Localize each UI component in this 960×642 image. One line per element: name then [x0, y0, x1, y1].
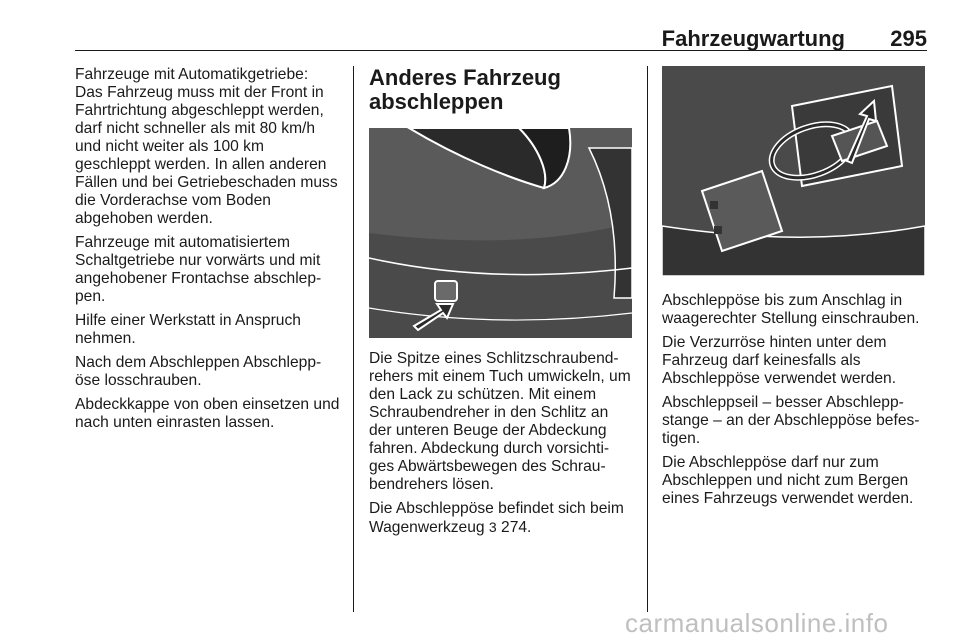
paragraph: Abschleppseil – besser Abschlepp-stange – an der Abschleppöse befes-tigen. — [662, 394, 920, 447]
paragraph: Die Abschleppöse darf nur zum Abschleppen und nicht zum Bergen eines Fahrzeugs verwendet werden. — [662, 454, 914, 507]
paragraph-text: Die Abschleppöse befindet sich beim Wagenwerkzeug — [369, 500, 624, 536]
page-reference-icon: 3 — [488, 519, 497, 535]
paragraph: Fahrzeuge mit Automatikgetriebe: Das Fahrzeug muss mit der Front in Fahrtrichtung abgeschleppt werden, darf nicht schneller als mit 80 km/h und nicht weiter als 100 km geschleppt werden. In allen anderen Fällen und bei Getriebeschaden muss die Vorderachse vom Boden abgehoben werden. — [75, 66, 338, 227]
paragraph: Abschleppöse bis zum Anschlag in waagerechter Stellung einschrauben. — [662, 292, 920, 327]
column-left — [75, 66, 340, 438]
paragraph: Abdeckkappe von oben einsetzen und nach unten einrasten lassen. — [75, 396, 340, 431]
page-header — [75, 24, 927, 51]
towing-eye-illustration — [662, 66, 925, 276]
column-divider — [353, 66, 354, 612]
paragraph: Hilfe einer Werkstatt in Anspruch nehmen. — [75, 312, 301, 347]
page-number: 295 — [890, 26, 927, 51]
paragraph: Fahrzeuge mit automatisiertem Schaltgetriebe nur vorwärts und mit angehobener Frontachse abschlep-pen. — [75, 234, 322, 305]
paragraph: Die Spitze eines Schlitzschraubend-rehers mit einem Tuch umwickeln, um den Lack zu schützen. Mit einem Schraubendreher in den Schlitz an der unteren Beuge der Abdeckung fahren. Abdeckung durch vorsichti-ges Abwärtsbewegen des Schrau-bendrehers lösen. — [369, 350, 631, 493]
column-right — [662, 66, 927, 514]
watermark: carmanualsonline.info — [625, 608, 889, 638]
page-reference: 274. — [496, 519, 532, 536]
paragraph: Die Verzurröse hinten unter dem Fahrzeug darf keinesfalls als Abschleppöse verwendet werden. — [662, 334, 897, 387]
column-middle — [369, 66, 634, 543]
section-heading: Anderes Fahrzeug abschleppen — [369, 65, 561, 114]
section-title: Fahrzeugwartung — [661, 26, 845, 51]
column-divider — [647, 66, 648, 612]
paragraph — [369, 500, 634, 537]
rear-bumper-cover-illustration — [369, 128, 632, 338]
paragraph: Nach dem Abschleppen Abschlepp-öse losschrauben. — [75, 354, 322, 389]
